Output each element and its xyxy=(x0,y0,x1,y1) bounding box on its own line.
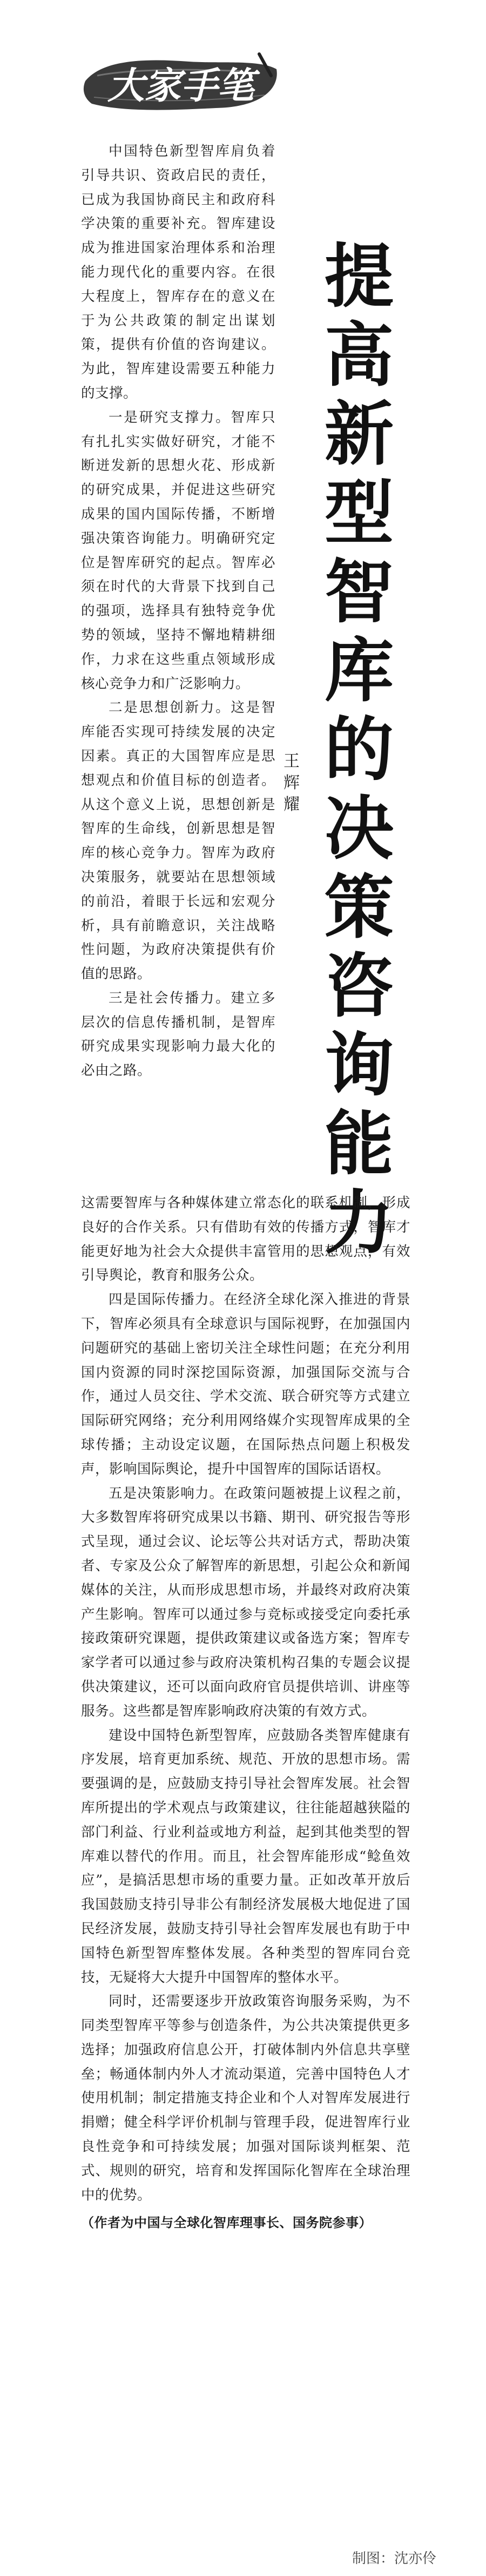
headline-char: 智 xyxy=(324,552,394,633)
article-body-narrow xyxy=(81,139,275,1083)
body-paragraph: 五是决策影响力。在政策问题被提上议程之前，大多数智库将研究成果以书籍、期刊、研究报告等形式呈现，通过会议、论坛等公共对话方式，帮助决策者、专家及公众了解智库的新思想，引起公众和新闻媒体的关注，从而形成思想市场，并最终对政府决策产生影响。智库可以通过参与竞标或接受定向委托承接政策研究课题，提供政策建议或备选方案；智库专家学者可以通过参与政府决策机构召集的专题会议提供决策建议，还可以面向政府官员提供培训、讲座等服务。这些都是智库影响政府决策的有效方式。 xyxy=(81,1485,410,1719)
body-paragraph: 二是思想创新力。这是智库能否实现可持续发展的决定因素。真正的大国智库应是思想观点和价值目标的创造者。从这个意义上说，思想创新是智库的生命线，创新思想是智库的核心竞争力。智库为政府决策服务，就要站在思想领域的前沿，着眼于长远和宏观分析，具有前瞻意识，关注战略性问题，为政府决策提供有价值的思路。 xyxy=(81,700,275,983)
body-paragraph: 中国特色新型智库肩负着引导共识、资政启民的责任，已成为我国协商民主和政府科学决策的重要补充。智库建设成为推进国家治理体系和治理能力现代化的重要内容。在很大程度上，智库存在的意义在于为公共政策的制定出谋划策，提供有价值的咨询建议。为此，智库建设需要五种能力的支撑。 xyxy=(81,143,275,401)
author-byline xyxy=(281,751,302,816)
headline-char: 能 xyxy=(324,1104,394,1185)
headline-char: 新 xyxy=(324,394,394,475)
headline-char: 高 xyxy=(324,315,394,396)
graphic-credit: 制图：沈亦伶 xyxy=(352,2550,437,2566)
body-paragraph: 四是国际传播力。在经济全球化深入推进的背景下，智库必须具有全球意识与国际视野，在加强国内问题研究的基础上密切关注全球性问题；在充分利用国内资源的同时深挖国际资源，加强国际交流与合作，通过人员交往、学术交流、联合研究等方式建立国际研究网络；充分利用网络媒介实现智库成果的全球传播；主动设定议题，在国际热点问题上积极发声，影响国际舆论，提升中国智库的国际话语权。 xyxy=(81,1292,410,1477)
body-paragraph: 同时，还需要逐步开放政策咨询服务采购，为不同类型智库平等参与创造条件，为公共决策提供更多选择；加强政府信息公开，打破体制内外信息共享壁垒；畅通体制内外人才流动渠道，完善中国特色人才使用机制；制定措施支持企业和个人对智库发展进行捐赠；健全科学评价机制与管理手段，促进智库行业良性竞争和可持续发展；加强对国际谈判框架、范式、规则的研究，培育和发挥国际化智库在全球治理中的优势。 xyxy=(81,1993,410,2203)
banner-text: 大家手笔 xyxy=(107,64,255,107)
body-paragraph: 三是社会传播力。建立多层次的信息传播机制，是智库研究成果实现影响力最大化的必由之路。 xyxy=(81,990,275,1079)
author-char: 王 xyxy=(284,752,300,771)
body-paragraph: 这需要智库与各种媒体建立常态化的联系机制，形成良好的合作关系。只有借助有效的传播方式，智库才能更好地为社会大众提供丰富管用的思想观点，有效引导舆论，教育和服务公众。 xyxy=(81,1195,410,1284)
headline-char: 库 xyxy=(324,631,394,711)
headline-char: 询 xyxy=(324,1025,394,1106)
body-paragraph: 建设中国特色新型智库，应鼓励各类智库健康有序发展，培育更加系统、规范、开放的思想市场。需要强调的是，应鼓励支持引导社会智库发展。社会智库所提出的学术观点与政策建议，往往能超越狭隘的部门利益、行业利益或地方利益，起到其他类型的智库难以替代的作用。而且，社会智库能形成“鲶鱼效应”，是搞活思想市场的重要力量。正如改革开放后我国鼓励支持引导非公有制经济发展极大地促进了国民经济发展，鼓励支持引导社会智库发展也有助于中国特色新型智库整体发展。各种类型的智库同台竞技，无疑将大大提升中国智库的整体水平。 xyxy=(81,1727,410,1986)
headline-char: 的 xyxy=(324,710,394,790)
headline-char: 力 xyxy=(324,1183,394,1263)
headline-char: 提 xyxy=(324,237,394,317)
headline-char: 决 xyxy=(324,789,394,869)
author-note: （作者为中国与全球化智库理事长、国务院参事） xyxy=(81,2216,372,2231)
headline-char: 型 xyxy=(324,473,394,554)
column-banner xyxy=(81,43,281,124)
headline-char: 咨 xyxy=(324,946,394,1027)
brush-stroke-banner xyxy=(81,43,281,124)
author-char: 耀 xyxy=(284,795,300,814)
article-body-wide xyxy=(81,1191,410,2234)
headline-char: 策 xyxy=(324,867,394,948)
author-char: 辉 xyxy=(284,774,300,792)
headline xyxy=(319,238,400,1263)
body-paragraph: 一是研究支撑力。智库只有扎扎实实做好研究，才能不断迸发新的思想火花、形成新的研究成果，并促进这些研究成果的国内国际传播，不断增强决策咨询能力。明确研究定位是智库研究的起点。智库必须在时代的大背景下找到自己的强项，选择具有独特竞争优势的领域，坚持不懈地精耕细作，力求在这些重点领域形成核心竞争力和广泛影响力。 xyxy=(81,409,275,692)
